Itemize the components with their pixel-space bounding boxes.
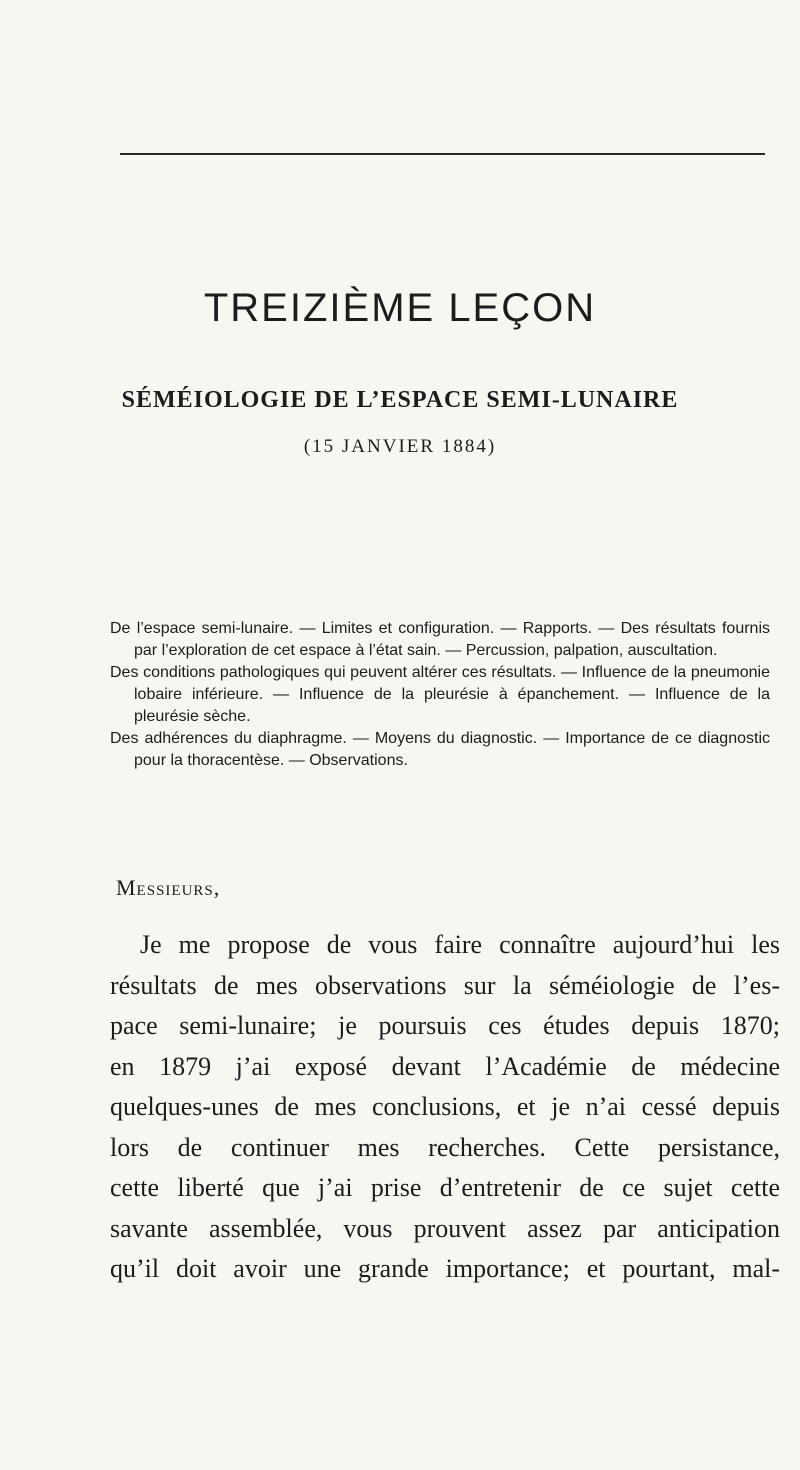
top-rule	[120, 153, 765, 155]
body-line: résultats de mes observations sur la séméiologie de l’es-	[110, 970, 780, 1000]
body-line: quelques-unes de mes conclusions, et je n’ai cessé depuis	[110, 1092, 780, 1121]
body-line: en 1879 j’ai exposé devant l’Académie de médecine	[110, 1051, 780, 1081]
lecture-date: (15 JANVIER 1884)	[303, 436, 497, 457]
body-line: Je me propose de vous faire connaître aujourd’hui les	[140, 930, 780, 959]
body-line: qu’il doit avoir une grande importance; et pourtant, mal-	[110, 1254, 780, 1283]
chapter-summary	[110, 618, 770, 772]
body-paragraph	[110, 925, 780, 1290]
body-line: pace semi-lunaire; je poursuis ces études depuis 1870;	[110, 1011, 780, 1040]
body-line: lors de continuer mes recherches. Cette persistance,	[110, 1132, 780, 1162]
summary-paragraph: De l’espace semi-lunaire. — Limites et configuration. — Rapports. — Des résultats fournis par l’exploration de cet espace à l’état sain. — Percussion, palpation, auscultation.	[110, 620, 770, 659]
chapter-subtitle: SÉMÉIOLOGIE DE L’ESPACE SEMI-LUNAIRE	[121, 387, 679, 413]
summary-paragraph: Des adhérences du diaphragme. — Moyens du diagnostic. — Importance de ce diagnostic pour la thoracentèse. — Observations.	[110, 730, 770, 769]
body-line: savante assemblée, vous prouvent assez par anticipation	[110, 1213, 780, 1243]
body-line: cette liberté que j’ai prise d’entretenir de ce sujet cette	[110, 1173, 780, 1202]
salutation: Messieurs,	[116, 875, 221, 900]
lecon-title: TREIZIÈME LEÇON	[203, 286, 597, 330]
summary-paragraph: Des conditions pathologiques qui peuvent altérer ces résultats. — Influence de la pneumonie lobaire inférieure. — Influence de la pleurésie à épanchement. — Influence de la pleurésie sèche.	[110, 664, 770, 725]
